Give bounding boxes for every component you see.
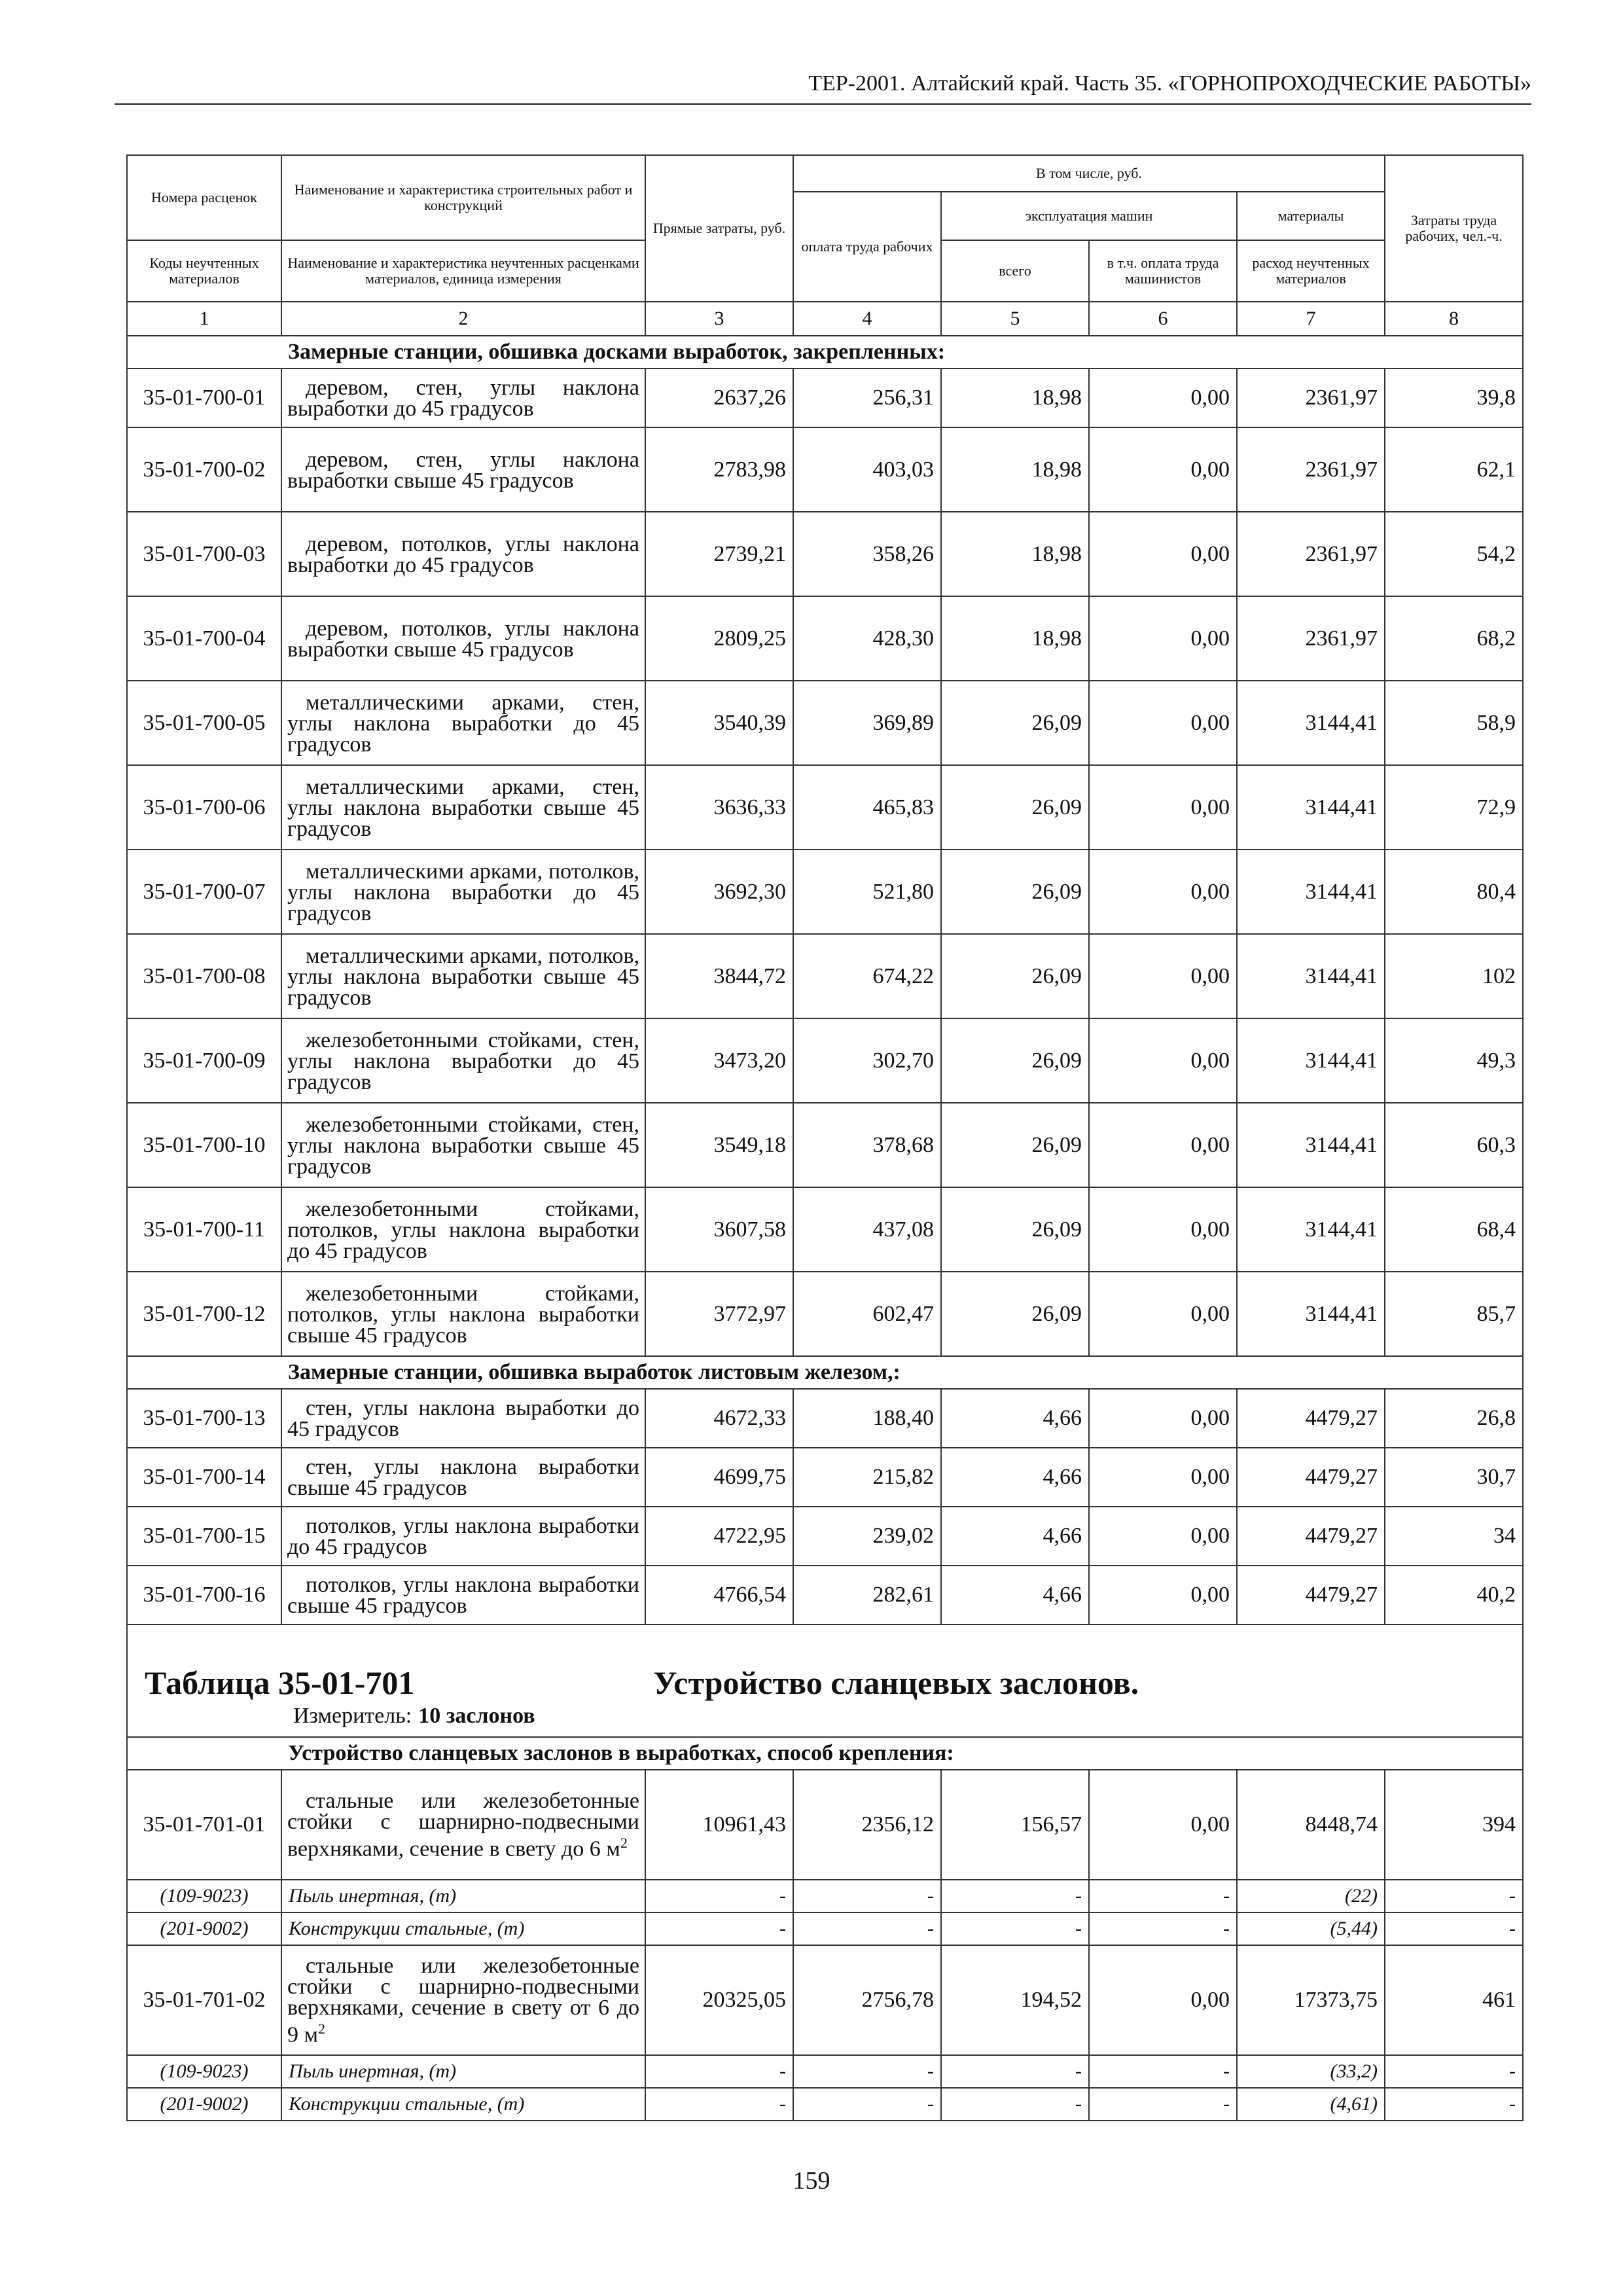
rate-value: 2739,21 <box>645 512 793 596</box>
col-number: 7 <box>1237 302 1385 336</box>
rate-value: 256,31 <box>793 368 941 427</box>
rate-value: 437,08 <box>793 1187 941 1272</box>
rate-value: 3144,41 <box>1237 850 1385 934</box>
rates-table <box>126 154 1524 2121</box>
rate-description-text: деревом, стен, углы наклона выработки до 45 градусов <box>287 376 639 421</box>
rate-description <box>281 1507 645 1566</box>
rate-description <box>281 765 645 850</box>
table-row <box>127 1272 1523 1356</box>
rate-value: 674,22 <box>793 934 941 1018</box>
running-header: ТЕР-2001. Алтайский край. Часть 35. «ГОРНОПРОХОДЧЕСКИЕ РАБОТЫ» <box>808 71 1531 96</box>
rate-code: 35-01-700-07 <box>127 850 281 934</box>
col-materials: материалы <box>1237 192 1385 240</box>
material-value: - <box>941 1880 1089 1912</box>
material-value: (33,2) <box>1237 2055 1385 2088</box>
col-number: 6 <box>1089 302 1237 336</box>
rate-value: 26,09 <box>941 765 1089 850</box>
rate-value: 4479,27 <box>1237 1448 1385 1507</box>
rate-value: 4,66 <box>941 1507 1089 1566</box>
rate-value: 102 <box>1385 934 1523 1018</box>
col-incl-operators: в т.ч. оплата труда машинистов <box>1089 240 1237 302</box>
rate-value: 0,00 <box>1089 1187 1237 1272</box>
rate-value: 4699,75 <box>645 1448 793 1507</box>
rate-code: 35-01-700-15 <box>127 1507 281 1566</box>
rate-description <box>281 1770 645 1880</box>
material-value: (22) <box>1237 1880 1385 1912</box>
material-name: Пыль инертная, (т) <box>281 2055 645 2088</box>
rate-description-text: металлическими арками, потолков, углы наклона выработки до 45 градусов <box>287 859 639 925</box>
table-row <box>127 1945 1523 2055</box>
rate-description <box>281 1187 645 1272</box>
rate-code: 35-01-700-12 <box>127 1272 281 1356</box>
rate-value: 17373,75 <box>1237 1945 1385 2055</box>
rate-value: 0,00 <box>1089 1272 1237 1356</box>
col-including: В том числе, руб. <box>793 155 1385 192</box>
rate-value: 188,40 <box>793 1389 941 1448</box>
rate-description-text: металлическими арками, стен, углы наклона выработки до 45 градусов <box>287 690 639 757</box>
rate-description-text: стен, углы наклона выработки до 45 градусов <box>287 1396 639 1441</box>
rate-value: 18,98 <box>941 512 1089 596</box>
rate-code: 35-01-700-01 <box>127 368 281 427</box>
material-value: - <box>645 1880 793 1912</box>
table-row <box>127 765 1523 850</box>
rate-description <box>281 681 645 765</box>
col-labor-pay: оплата труда рабочих <box>793 192 941 302</box>
material-value: - <box>793 2088 941 2121</box>
rate-value: 62,1 <box>1385 427 1523 512</box>
rate-value: 358,26 <box>793 512 941 596</box>
col-number: 3 <box>645 302 793 336</box>
table-row <box>127 850 1523 934</box>
material-row <box>127 2055 1523 2088</box>
rate-value: 428,30 <box>793 596 941 681</box>
col-number: 1 <box>127 302 281 336</box>
col-number: 5 <box>941 302 1089 336</box>
page-number: 159 <box>793 2167 830 2195</box>
rate-value: 39,8 <box>1385 368 1523 427</box>
rate-description-text: железобетонными стойками, потолков, углы наклона выработки до 45 градусов <box>287 1196 639 1263</box>
rate-description-text: железобетонными стойками, стен, углы наклона выработки до 45 градусов <box>287 1028 639 1094</box>
rate-description <box>281 368 645 427</box>
section-title: Замерные станции, обшивка досками выработок, закрепленных: <box>281 336 1523 368</box>
rate-value: 4766,54 <box>645 1566 793 1624</box>
unit-superscript: 2 <box>318 2020 326 2037</box>
rate-value: 3692,30 <box>645 850 793 934</box>
material-value: - <box>1089 1912 1237 1945</box>
rate-code: 35-01-700-10 <box>127 1103 281 1187</box>
rate-value: 394 <box>1385 1770 1523 1880</box>
rate-value: 2756,78 <box>793 1945 941 2055</box>
material-value: - <box>941 2055 1089 2088</box>
rate-description-text: стен, углы наклона выработки свыше 45 градусов <box>287 1455 639 1500</box>
rate-value: 0,00 <box>1089 681 1237 765</box>
rate-value: 85,7 <box>1385 1272 1523 1356</box>
rate-value: 4479,27 <box>1237 1507 1385 1566</box>
col-material-name: Наименование и характеристика неучтенных расценками материалов, единица измерения <box>281 240 645 302</box>
rate-value: 3144,41 <box>1237 1187 1385 1272</box>
unit-superscript: 2 <box>620 1835 628 1852</box>
table-row <box>127 1187 1523 1272</box>
table-row <box>127 1566 1523 1624</box>
material-code: (109-9023) <box>127 1880 281 1912</box>
rate-value: 4,66 <box>941 1566 1089 1624</box>
material-value: - <box>645 2088 793 2121</box>
rate-value: 0,00 <box>1089 1945 1237 2055</box>
section-spacer <box>127 1737 281 1770</box>
col-labor-hours: Затраты труда рабочих, чел.-ч. <box>1385 155 1523 302</box>
rate-value: 239,02 <box>793 1507 941 1566</box>
rate-value: 3144,41 <box>1237 934 1385 1018</box>
material-value: - <box>793 1912 941 1945</box>
material-code: (109-9023) <box>127 2055 281 2088</box>
table-row <box>127 681 1523 765</box>
rate-value: 80,4 <box>1385 850 1523 934</box>
rate-value: 3772,97 <box>645 1272 793 1356</box>
rate-value: 2637,26 <box>645 368 793 427</box>
col-number: 4 <box>793 302 941 336</box>
material-row <box>127 1880 1523 1912</box>
material-value: - <box>941 1912 1089 1945</box>
section-spacer <box>127 1356 281 1389</box>
rate-value: 194,52 <box>941 1945 1089 2055</box>
material-value: - <box>1089 1880 1237 1912</box>
rate-code: 35-01-700-02 <box>127 427 281 512</box>
rate-value: 0,00 <box>1089 596 1237 681</box>
rate-value: 68,4 <box>1385 1187 1523 1272</box>
rate-value: 3540,39 <box>645 681 793 765</box>
rate-code: 35-01-700-13 <box>127 1389 281 1448</box>
rate-code: 35-01-700-04 <box>127 596 281 681</box>
rate-value: 0,00 <box>1089 934 1237 1018</box>
rate-value: 0,00 <box>1089 1507 1237 1566</box>
rate-value: 26,09 <box>941 1018 1089 1103</box>
meter-label: Измеритель: <box>293 1704 412 1728</box>
rate-value: 58,9 <box>1385 681 1523 765</box>
rate-description-text: деревом, потолков, углы наклона выработки до 45 градусов <box>287 531 639 577</box>
rate-value: 0,00 <box>1089 1018 1237 1103</box>
rate-value: 26,09 <box>941 934 1089 1018</box>
meter-line <box>293 1704 535 1729</box>
material-value: (4,61) <box>1237 2088 1385 2121</box>
rate-value: 378,68 <box>793 1103 941 1187</box>
rate-value: 602,47 <box>793 1272 941 1356</box>
rate-value: 4,66 <box>941 1389 1089 1448</box>
rate-code: 35-01-701-01 <box>127 1770 281 1880</box>
table-row <box>127 1103 1523 1187</box>
table-row <box>127 368 1523 427</box>
rate-description <box>281 850 645 934</box>
rate-description <box>281 596 645 681</box>
col-work-name: Наименование и характеристика строительных работ и конструкций <box>281 155 645 240</box>
meter-value: 10 заслонов <box>418 1704 535 1728</box>
material-value: - <box>1089 2088 1237 2121</box>
rate-value: 2809,25 <box>645 596 793 681</box>
rate-value: 26,09 <box>941 850 1089 934</box>
col-number: 2 <box>281 302 645 336</box>
material-row <box>127 2088 1523 2121</box>
rate-description <box>281 1272 645 1356</box>
rate-description-text: деревом, потолков, углы наклона выработки свыше 45 градусов <box>287 616 639 662</box>
rate-description-text: потолков, углы наклона выработки свыше 45 градусов <box>287 1573 639 1618</box>
section-title: Замерные станции, обшивка выработок листовым железом,: <box>281 1356 1523 1389</box>
rate-code: 35-01-700-06 <box>127 765 281 850</box>
rate-value: 369,89 <box>793 681 941 765</box>
rate-value: 3144,41 <box>1237 1103 1385 1187</box>
col-machine-ops: эксплуатация машин <box>941 192 1237 240</box>
rate-description-text: стальные или железобетонные стойки с шарнирно-подвесными верхняками, сечение в свету до 6 м <box>287 1789 639 1861</box>
rate-value: 302,70 <box>793 1018 941 1103</box>
material-value: - <box>941 2088 1089 2121</box>
material-value: - <box>1385 1880 1523 1912</box>
rate-value: 215,82 <box>793 1448 941 1507</box>
col-direct-costs: Прямые затраты, руб. <box>645 155 793 302</box>
col-rate-number: Номера расценок <box>127 155 281 240</box>
rate-value: 18,98 <box>941 596 1089 681</box>
rate-description-text: деревом, стен, углы наклона выработки свыше 45 градусов <box>287 447 639 493</box>
rate-code: 35-01-700-16 <box>127 1566 281 1624</box>
material-value: - <box>1385 2088 1523 2121</box>
rate-description <box>281 1103 645 1187</box>
rate-value: 3607,58 <box>645 1187 793 1272</box>
rate-value: 68,2 <box>1385 596 1523 681</box>
material-name: Конструкции стальные, (т) <box>281 2088 645 2121</box>
table-row <box>127 427 1523 512</box>
rate-value: 0,00 <box>1089 1566 1237 1624</box>
rate-value: 18,98 <box>941 368 1089 427</box>
rate-description-text: железобетонными стойками, потолков, углы наклона выработки свыше 45 градусов <box>287 1281 639 1348</box>
rate-value: 4672,33 <box>645 1389 793 1448</box>
rate-description-text: потолков, углы наклона выработки до 45 градусов <box>287 1514 639 1559</box>
rate-value: 521,80 <box>793 850 941 934</box>
rate-value: 20325,05 <box>645 1945 793 2055</box>
rate-value: 3144,41 <box>1237 1272 1385 1356</box>
rate-value: 30,7 <box>1385 1448 1523 1507</box>
table-row <box>127 512 1523 596</box>
rate-value: 54,2 <box>1385 512 1523 596</box>
rate-value: 465,83 <box>793 765 941 850</box>
col-unaccounted-materials: расход неучтенных материалов <box>1237 240 1385 302</box>
rate-value: 40,2 <box>1385 1566 1523 1624</box>
rate-value: 60,3 <box>1385 1103 1523 1187</box>
material-value: - <box>793 1880 941 1912</box>
material-row <box>127 1912 1523 1945</box>
rate-value: 26,09 <box>941 1272 1089 1356</box>
rate-code: 35-01-700-09 <box>127 1018 281 1103</box>
header-rule <box>115 103 1531 105</box>
table-number: Таблица 35-01-701 <box>145 1664 415 1701</box>
rate-description-text: металлическими арками, стен, углы наклона выработки свыше 45 градусов <box>287 774 639 841</box>
rate-value: 461 <box>1385 1945 1523 2055</box>
rate-value: 72,9 <box>1385 765 1523 850</box>
table-title-block <box>127 1624 1523 1737</box>
rate-value: 2356,12 <box>793 1770 941 1880</box>
rate-description-text: стальные или железобетонные стойки с шарнирно-подвесными верхняками, сечение в свету от 6 до 9 м <box>287 1954 639 2047</box>
rate-value: 0,00 <box>1089 1103 1237 1187</box>
material-code: (201-9002) <box>127 1912 281 1945</box>
material-value: - <box>645 2055 793 2088</box>
table-row <box>127 1770 1523 1880</box>
material-value: - <box>1385 2055 1523 2088</box>
rate-value: 10961,43 <box>645 1770 793 1880</box>
rate-value: 3636,33 <box>645 765 793 850</box>
rate-description-text: металлическими арками, потолков, углы наклона выработки свыше 45 градусов <box>287 943 639 1010</box>
rate-description <box>281 512 645 596</box>
table-row <box>127 1018 1523 1103</box>
rate-code: 35-01-700-11 <box>127 1187 281 1272</box>
section-title: Устройство сланцевых заслонов в выработках, способ крепления: <box>281 1737 1523 1770</box>
rate-value: 4479,27 <box>1237 1566 1385 1624</box>
rate-value: 34 <box>1385 1507 1523 1566</box>
rate-value: 0,00 <box>1089 512 1237 596</box>
material-name: Пыль инертная, (т) <box>281 1880 645 1912</box>
material-value: - <box>1385 1912 1523 1945</box>
table-row <box>127 596 1523 681</box>
rate-value: 3549,18 <box>645 1103 793 1187</box>
rate-value: 26,09 <box>941 1103 1089 1187</box>
rate-value: 8448,74 <box>1237 1770 1385 1880</box>
rate-value: 2361,97 <box>1237 596 1385 681</box>
rate-code: 35-01-700-08 <box>127 934 281 1018</box>
rate-value: 0,00 <box>1089 1770 1237 1880</box>
rate-code: 35-01-700-03 <box>127 512 281 596</box>
material-value: - <box>793 2055 941 2088</box>
col-total: всего <box>941 240 1089 302</box>
rate-code: 35-01-700-05 <box>127 681 281 765</box>
rate-value: 2361,97 <box>1237 427 1385 512</box>
rate-value: 0,00 <box>1089 368 1237 427</box>
rate-value: 0,00 <box>1089 427 1237 512</box>
table-title: Устройство сланцевых заслонов. <box>653 1664 1139 1701</box>
col-number: 8 <box>1385 302 1523 336</box>
table-row <box>127 934 1523 1018</box>
rate-value: 0,00 <box>1089 765 1237 850</box>
rate-value: 3144,41 <box>1237 681 1385 765</box>
material-code: (201-9002) <box>127 2088 281 2121</box>
rate-value: 0,00 <box>1089 850 1237 934</box>
rate-value: 156,57 <box>941 1770 1089 1880</box>
material-value: - <box>1089 2055 1237 2088</box>
table-row <box>127 1389 1523 1448</box>
rate-value: 4722,95 <box>645 1507 793 1566</box>
material-value: - <box>645 1912 793 1945</box>
rate-value: 4,66 <box>941 1448 1089 1507</box>
rate-value: 3844,72 <box>645 934 793 1018</box>
rate-description <box>281 1945 645 2055</box>
rate-value: 4479,27 <box>1237 1389 1385 1448</box>
material-value: (5,44) <box>1237 1912 1385 1945</box>
rate-value: 282,61 <box>793 1566 941 1624</box>
rate-value: 2361,97 <box>1237 368 1385 427</box>
rate-description <box>281 934 645 1018</box>
col-codes: Коды неучтенных материалов <box>127 240 281 302</box>
rate-value: 0,00 <box>1089 1448 1237 1507</box>
material-name: Конструкции стальные, (т) <box>281 1912 645 1945</box>
rate-description <box>281 427 645 512</box>
rate-value: 2361,97 <box>1237 512 1385 596</box>
rate-value: 49,3 <box>1385 1018 1523 1103</box>
rate-description <box>281 1389 645 1448</box>
rate-description <box>281 1566 645 1624</box>
rate-value: 26,09 <box>941 681 1089 765</box>
rate-value: 403,03 <box>793 427 941 512</box>
rate-value: 3144,41 <box>1237 765 1385 850</box>
rate-description <box>281 1018 645 1103</box>
rate-value: 26,09 <box>941 1187 1089 1272</box>
rate-value: 3473,20 <box>645 1018 793 1103</box>
rate-value: 0,00 <box>1089 1389 1237 1448</box>
rate-code: 35-01-701-02 <box>127 1945 281 2055</box>
rate-description-text: железобетонными стойками, стен, углы наклона выработки свыше 45 градусов <box>287 1112 639 1179</box>
rate-value: 2783,98 <box>645 427 793 512</box>
rate-code: 35-01-700-14 <box>127 1448 281 1507</box>
rate-value: 26,8 <box>1385 1389 1523 1448</box>
rate-value: 18,98 <box>941 427 1089 512</box>
table-row <box>127 1507 1523 1566</box>
rate-value: 3144,41 <box>1237 1018 1385 1103</box>
table-row <box>127 1448 1523 1507</box>
rate-description <box>281 1448 645 1507</box>
